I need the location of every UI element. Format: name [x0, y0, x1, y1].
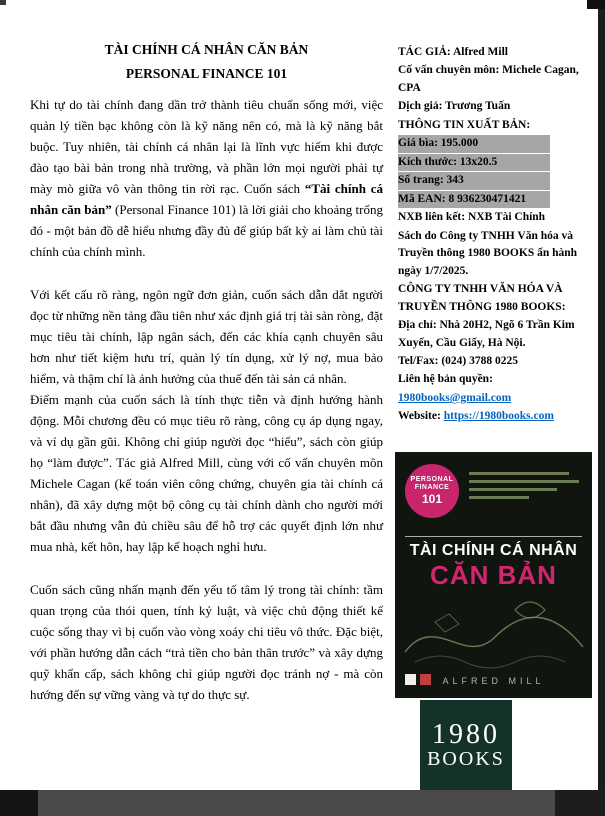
text-run: Với kết cấu rõ ràng, ngôn ngữ đơn giản, cuốn sách dẫn dắt người đọc từ những nền tảng đầu tiên như xác định giá trị tài sản ròng, đặt mục tiêu tài chính, lập ngân sách, đến các khía cạnh chuyên sâu hơn như tiết kiệm hưu trí, quản lý tín dụng, xử lý nợ, mua bảo hiểm, và thậm chí là ảnh hưởng của thuế đến tài sản cá nhân. [30, 287, 383, 387]
info-text: Sách do Công ty TNHH Văn hóa và Truyền thông 1980 BOOKS ấn hành ngày 1/7/2025. [398, 229, 578, 277]
sidebar-item-3 [398, 98, 592, 115]
badge-text-finance: FINANCE [414, 484, 450, 492]
book-cover-image [395, 452, 592, 698]
highlighted-field: Giá bìa: 195.000 [398, 135, 550, 152]
1980-books-logo [420, 700, 512, 790]
info-text: TÁC GIẢ: Alfred Mill [398, 46, 508, 58]
page-edge-right [598, 0, 605, 816]
highlighted-field: Kích thước: 13x20.5 [398, 154, 550, 171]
text-run: Cuốn sách cũng nhấn mạnh đến yếu tố tâm lý trong tài chính: tầm quan trọng của thói quen, tính kỷ luật, và việc chủ động thiết kế cuộc sống thay vì bị cuốn vào vòng xoáy chi tiêu vô thức. Đặc biệt, với phần hướng dẫn cách “trả tiền cho bản thân trước” và xây dựng quỹ khẩn cấp, sách không chỉ giúp người đọc tránh nợ - mà còn hướng đến sự vững vàng và tự do thực sự. [30, 582, 383, 703]
info-text: CÔNG TY TNHH VĂN HÓA VÀ TRUYỀN THÔNG 1980 BOOKS: [398, 283, 566, 313]
sidebar-item-14 [398, 371, 592, 388]
info-text: Dịch giả: Trương Tuấn [398, 100, 511, 113]
paragraph-2 [30, 284, 383, 389]
highlighted-field: Số trang: 343 [398, 172, 550, 189]
cover-divider-line [405, 536, 582, 537]
body-paragraphs [30, 94, 383, 705]
paragraph-1 [30, 94, 383, 262]
page-corner-top-left [0, 0, 6, 5]
highlighted-field: Mã EAN: 8 936230471421 [398, 191, 550, 208]
cover-title-line1: TÀI CHÍNH CÁ NHÂN [409, 542, 578, 559]
info-text: Liên hệ bản quyền: [398, 373, 493, 386]
cover-title-line2: CĂN BẢN [430, 560, 557, 590]
page-corner-bottom-left [0, 790, 38, 816]
badge-text-personal: PERSONAL [410, 476, 454, 484]
text-run: Khi tự do tài chính đang dần trở thành tiêu chuẩn sống mới, việc quản lý tiền bạc không còn là kỹ năng nên có, mà là kỹ năng bắt buộc. Tuy nhiên, tài chính cá nhân lại là lĩnh vực hiếm khi được đào tạo bài bản trong nhà trường, và phần lớn mọi người phải tự mày mò giữa vô vàn thông tin rời rạc. Cuốn sách [30, 97, 383, 197]
logo-books-text: BOOKS [427, 748, 505, 771]
info-text: Tel/Fax: (024) 3788 0225 [398, 354, 518, 367]
sidebar-item-11 [398, 281, 592, 316]
sidebar-item-6 [398, 154, 592, 171]
info-text: Cố vấn chuyên môn: Michele Cagan, CPA [398, 64, 579, 94]
hyperlink[interactable]: 1980books@gmail.com [398, 391, 512, 404]
page-corner-top-right [587, 0, 605, 9]
book-title-english: PERSONAL FINANCE 101 [125, 65, 288, 81]
info-text: Website: [398, 410, 444, 423]
sidebar-item-10 [398, 228, 592, 280]
hyperlink[interactable]: https://1980books.com [443, 410, 554, 423]
cover-illustration-sketch [395, 592, 592, 672]
page-corner-bottom-right [555, 790, 605, 816]
metadata-sidebar [398, 44, 592, 427]
sidebar-item-9 [398, 209, 592, 226]
sidebar-item-15 [398, 390, 592, 407]
paragraph-4 [30, 579, 383, 705]
text-run: (Personal Finance 101) là lời giải cho khoảng trống đó - một bản đồ dễ hiểu nhưng đầy đủ để giúp bất kỳ ai làm chủ tài chính của chính mình. [30, 202, 383, 260]
sidebar-item-13 [398, 353, 592, 370]
paragraph-3 [30, 389, 383, 557]
info-text: NXB liên kết: NXB Tài Chính [398, 211, 546, 224]
logo-1980-text: 1980 [432, 718, 500, 750]
bold-run: “Tài chính cá nhân căn bản” [30, 181, 383, 218]
sidebar-item-2 [398, 62, 592, 97]
sidebar-item-12 [398, 317, 592, 352]
text-run: Điểm mạnh của cuốn sách là tính thực tiễn và định hướng hành động. Mỗi chương đều có mục tiêu rõ ràng, công cụ áp dụng ngay, và ví dụ gần gũi. Không chỉ giúp người đọc “hiểu”, sách còn giúp họ “làm được”. Tác giả Alfred Mill, cùng với cố vấn chuyên môn Michele Cagan (kế toán viên công chứng, chuyên gia tài chính cá nhân), đã xây dựng một bộ công cụ tài chính dành cho người mới bắt đầu nhưng vẫn đủ chiều sâu để hỗ trợ các quyết định lớn như mua nhà, kết hôn, hay lập kế hoạch nghỉ hưu. [30, 392, 383, 555]
info-text: Địa chỉ: Nhà 20H2, Ngõ 6 Trần Kim Xuyến, Cầu Giấy, Hà Nội. [398, 319, 575, 349]
cover-small-text-decoration [469, 472, 579, 504]
page-edge-bottom [0, 790, 605, 816]
sidebar-item-16 [398, 408, 592, 425]
cover-badge [405, 464, 459, 518]
sidebar-item-8 [398, 191, 592, 208]
sidebar-item-7 [398, 172, 592, 189]
sidebar-item-4 [398, 117, 592, 134]
book-title-vietnamese: TÀI CHÍNH CÁ NHÂN CĂN BẢN [104, 42, 309, 57]
main-text-column [30, 38, 383, 705]
info-text: THÔNG TIN XUẤT BẢN: [398, 118, 531, 131]
sidebar-item-5 [398, 135, 592, 152]
badge-text-101: 101 [421, 491, 443, 506]
sidebar-item-1 [398, 44, 592, 61]
cover-author-name: ALFRED MILL [442, 676, 545, 686]
